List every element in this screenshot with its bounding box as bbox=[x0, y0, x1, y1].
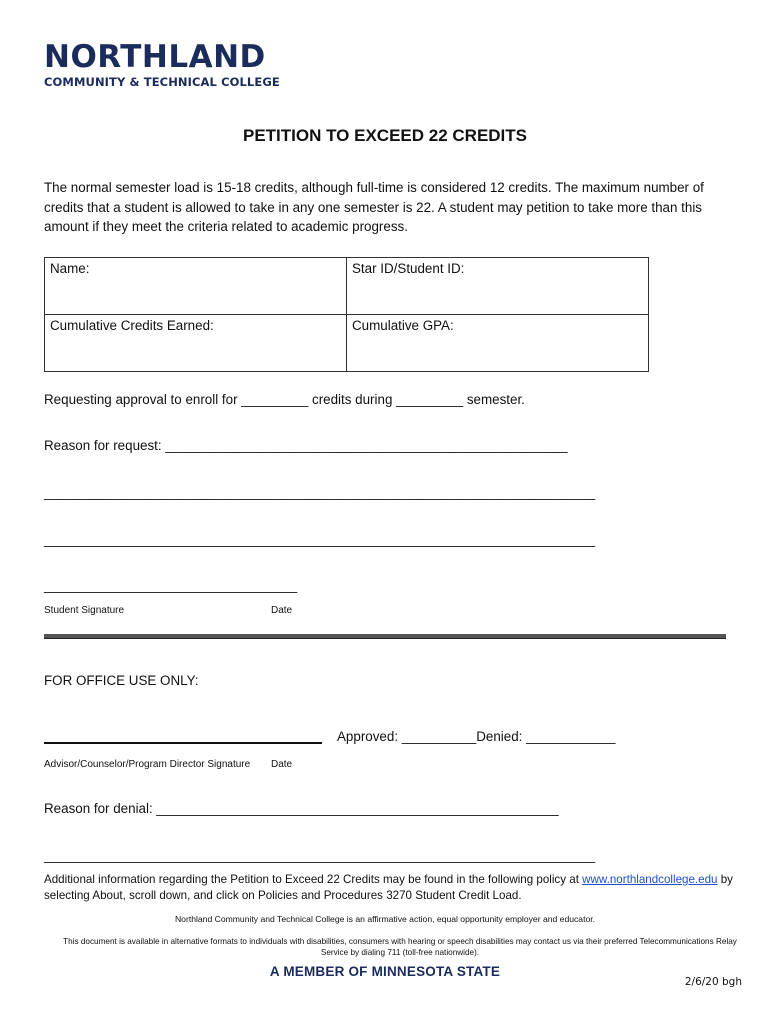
revision-date: 2/6/20 bgh bbox=[684, 976, 742, 988]
reason-blank-line-1: __________________________________________________________________________ bbox=[44, 485, 596, 500]
student-signature-label: Student Signature bbox=[44, 605, 125, 616]
eeo-statement: Northland Community and Technical College is an affirmative action, equal opportunity employer and educator. bbox=[174, 914, 596, 924]
logo-name: NORTHLAND bbox=[44, 39, 266, 75]
college-logo bbox=[44, 39, 280, 89]
credits-earned-label: Cumulative Credits Earned: bbox=[50, 318, 214, 333]
advisor-signature-label: Advisor/Counselor/Program Director Signature bbox=[44, 759, 251, 770]
page-title: PETITION TO EXCEED 22 CREDITS bbox=[242, 126, 528, 145]
gpa-label: Cumulative GPA: bbox=[352, 318, 454, 333]
student-info-table bbox=[44, 257, 649, 372]
additional-info-text: Additional information regarding the Petition to Exceed 22 Credits may be found in the following policy at bbox=[44, 873, 583, 886]
reason-blank-line-2: __________________________________________________________________________ bbox=[44, 532, 596, 547]
reason-for-denial-line: Reason for denial: ______________________________________________________ bbox=[44, 801, 559, 816]
requesting-approval-line: Requesting approval to enroll for _________ credits during _________ semester. bbox=[44, 392, 525, 407]
additional-info-paragraph bbox=[44, 872, 734, 904]
advisor-date-label: Date bbox=[271, 759, 293, 770]
section-divider bbox=[44, 634, 726, 639]
minnesota-state-member-logo: A MEMBER OF MINNESOTA STATE bbox=[269, 964, 501, 979]
college-website-link[interactable]: www.northlandcollege.edu bbox=[582, 873, 718, 886]
name-label: Name: bbox=[50, 261, 90, 276]
approved-denied-line: Approved: __________Denied: ____________ bbox=[337, 729, 616, 744]
credits-earned-field[interactable] bbox=[45, 315, 347, 372]
office-use-heading: FOR OFFICE USE ONLY: bbox=[44, 673, 199, 688]
intro-paragraph: The normal semester load is 15-18 credits, although full-time is considered 12 credits. The maximum number of credits that a student is allowed to take in any one semester is 22. A student may petition to take more than this amount if they meet the criteria related to academic progress. bbox=[44, 180, 704, 234]
name-field[interactable] bbox=[45, 258, 347, 315]
student-signature-line: __________________________________ bbox=[44, 578, 298, 593]
reason-for-request-line: Reason for request: ______________________________________________________ bbox=[44, 438, 568, 453]
denial-blank-line: __________________________________________________________________________ bbox=[44, 848, 596, 863]
student-date-label: Date bbox=[271, 605, 293, 616]
gpa-field[interactable] bbox=[347, 315, 649, 372]
accessibility-statement: This document is available in alternative formats to individuals with disabilities, consumers with hearing or speech disabilities may contact us via their preferred Telecommunications Relay Service by dialing 711 (toll-free nationwide). bbox=[63, 937, 737, 957]
advisor-signature-line bbox=[44, 742, 322, 744]
logo-subtitle: COMMUNITY & TECHNICAL COLLEGE bbox=[44, 75, 280, 89]
additional-info-text-end: by selecting About, scroll down, and click on Policies and Procedures 3270 Student Credit Load. bbox=[44, 873, 733, 902]
star-id-field[interactable] bbox=[347, 258, 649, 315]
star-id-label: Star ID/Student ID: bbox=[352, 261, 465, 276]
